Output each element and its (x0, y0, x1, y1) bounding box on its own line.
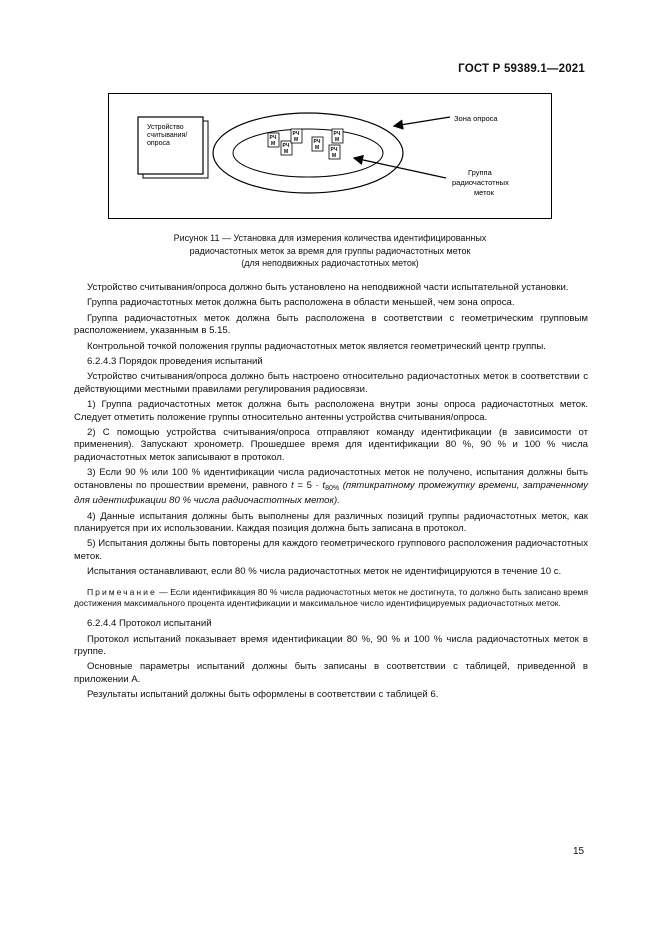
paragraph: 2) С помощью устройства считывания/опроса отправляют команду идентификации (в зависимости от применения). Запускают хронометр. Прошедшее время для идентификации 80 %, 90 % и 100 % числа радиочастотных меток записывают в протокол. (74, 427, 588, 463)
paragraph: 1) Группа радиочастотных меток должна быть расположена внутри зоны опроса радиочастотных меток. Следует отметить положение группы относительно антенны устройства считывания/опроса. (74, 399, 588, 423)
tag-label-4-top: РЧ (313, 139, 321, 145)
paragraph-italic-text: (пятикратному промежутку времени, затраченному для идентификации 80 % числа радиочастотных меток). (74, 479, 589, 507)
test-setup-figure (108, 93, 552, 219)
tag-group-area (233, 129, 383, 177)
group-label-line2: радиочастотных (452, 178, 509, 187)
paragraph: Испытания останавливают, если 80 % числа радиочастотных меток не идентифицируются в течение 10 с. (87, 566, 562, 578)
group-label-line1: Группа (468, 168, 492, 177)
paragraph: Контрольной точкой положения группы радиочастотных меток является геометрический центр группы. (87, 340, 546, 352)
page-number: 15 (573, 846, 585, 857)
paragraph: Основные параметры испытаний должны быть записаны в соответствии с таблицей, приведенной в приложении А. (74, 661, 588, 685)
paragraph: 4) Данные испытания должны быть выполнены для различных позиций группы радиочастотных меток, как планируется при их использовании. Каждая позиция должна быть записана в протокол. (74, 510, 588, 534)
tag-label-5-bottom: М (332, 153, 337, 159)
tag-label-1-top: РЧ (269, 135, 277, 141)
formula-subscript: 80% (325, 484, 340, 492)
tag-label-6-bottom: М (335, 137, 340, 143)
tag-label-2-top: РЧ (282, 143, 290, 149)
tag-label-4-bottom: М (315, 145, 320, 151)
paragraph-with-formula (74, 467, 588, 507)
paragraph: Группа радиочастотных меток должна быть расположена в соответствии с геометрическим групповым расположением, указанным в 5.15. (74, 312, 588, 337)
tag-label-3-bottom: М (294, 137, 299, 143)
reader-label-line2: считывания/ (147, 132, 188, 139)
formula-variable: t (322, 479, 326, 491)
section-heading: 6.2.4.4 Протокол испытаний (87, 618, 212, 630)
caption-line: Рисунок 11 — Установка для измерения количества идентифицированных (173, 233, 487, 243)
caption-line: радиочастотных меток за время для группы радиочастотных меток (189, 245, 471, 256)
reader-label-line1: Устройство (147, 124, 184, 131)
paragraph: Группа радиочастотных меток должна быть расположена в области меньшей, чем зона опроса. (87, 297, 515, 309)
figure-caption (108, 232, 552, 270)
paragraph: Протокол испытаний показывает время идентификации 80 %, 90 % и 100 % числа радиочастотных меток в группе. (74, 633, 588, 657)
paragraph-text: 3) Если 90 % или 100 % идентификации числа радиочастотных меток не получено, испытания должны быть остановлены по прошествии времени, равного (74, 467, 588, 491)
reader-label-line3: опроса (147, 140, 170, 147)
document-body (74, 282, 588, 705)
note (74, 587, 588, 611)
paragraph: Устройство считывания/опроса должно быть настроено относительно радиочастотных меток в соответствии с действующими местными правилами регулирования радиосвязи. (74, 371, 588, 395)
paragraph: 5) Испытания должны быть повторены для каждого геометрического группового расположения радиочастотных меток. (74, 538, 588, 562)
section-heading: 6.2.4.3 Порядок проведения испытаний (87, 356, 263, 368)
tag-label-3-top: РЧ (292, 131, 300, 137)
group-label-line3: меток (474, 188, 494, 197)
tag-label-6-top: РЧ (333, 131, 341, 137)
interrogation-zone-outer (213, 113, 403, 193)
standard-number: ГОСТ Р 59389.1—2021 (458, 63, 585, 75)
tag-label-2-bottom: М (284, 149, 289, 155)
formula-operator: = 5 · (293, 479, 323, 491)
tag-label-1-bottom: М (271, 141, 276, 147)
caption-line: (для неподвижных радиочастотных меток) (241, 258, 419, 268)
formula-variable: t (291, 479, 294, 491)
zone-pointer-arrow (394, 117, 450, 126)
paragraph: Результаты испытаний должны быть оформлены в соответствии с таблицей 6. (87, 689, 439, 701)
tag-label-5-top: РЧ (330, 147, 338, 153)
paragraph: Устройство считывания/опроса должно быть установлено на неподвижной части испытательной установки. (87, 282, 569, 293)
zone-label: Зона опроса (454, 114, 498, 123)
note-text: — Если идентификация 80 % числа радиочастотных меток не достигнута, то должно быть записано время достижения максимального процента идентификации и максимальное число идентифицируемых радиочастотных меток. (74, 586, 588, 609)
note-label: Примечание (87, 586, 157, 597)
